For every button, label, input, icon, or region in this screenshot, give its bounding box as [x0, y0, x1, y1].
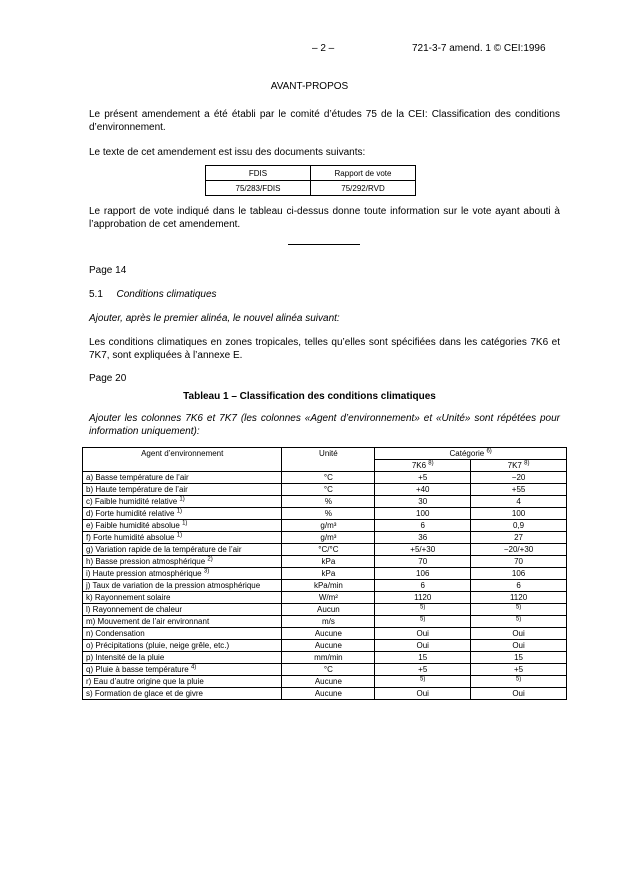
foreword-paragraph-2: Le texte de cet amendement est issu des documents suivants: — [89, 147, 366, 158]
header-7k6-note: 8) — [428, 460, 434, 467]
document-reference: 721-3-7 amend. 1 © CEI:1996 — [412, 43, 546, 54]
doc-table-value-vote: 75/292/RVD — [311, 181, 416, 196]
unit-cell: kPa — [282, 556, 375, 568]
value-7k7-cell: 1120 — [471, 592, 567, 604]
value-7k6-cell: 100 — [375, 508, 471, 520]
agent-cell — [83, 472, 282, 484]
table-row — [83, 616, 567, 628]
agent-cell — [83, 640, 282, 652]
table-row — [83, 652, 567, 664]
agent-label: b) Haute température de l’air — [86, 485, 188, 494]
value-7k6-cell: +5/+30 — [375, 544, 471, 556]
value-7k6-cell: Oui — [375, 640, 471, 652]
clause-heading — [89, 288, 560, 301]
value-7k6-cell: 6 — [375, 580, 471, 592]
agent-label: g) Variation rapide de la température de l’air — [86, 545, 242, 554]
table-row — [83, 580, 567, 592]
unit-cell: Aucune — [282, 688, 375, 700]
value-7k6-cell: +5 — [375, 472, 471, 484]
table-row — [83, 472, 567, 484]
agent-cell — [83, 556, 282, 568]
page-number: – 2 – — [312, 43, 335, 54]
header-category — [375, 448, 567, 460]
value-7k7-cell: Oui — [471, 628, 567, 640]
agent-cell — [83, 484, 282, 496]
agent-label: s) Formation de glace et de givre — [86, 689, 203, 698]
agent-note: 1) — [176, 508, 183, 515]
footnote-ref: 5) — [420, 616, 426, 623]
value-7k6-cell: 106 — [375, 568, 471, 580]
header-unit: Unité — [282, 448, 375, 472]
value-7k6-cell: 6 — [375, 520, 471, 532]
agent-note: 1) — [179, 496, 185, 503]
agent-cell — [83, 532, 282, 544]
agent-note: 1) — [176, 532, 183, 539]
unit-cell: °C — [282, 664, 375, 676]
agent-cell — [83, 496, 282, 508]
agent-label: h) Basse pression atmosphérique — [86, 557, 206, 566]
value-7k6-cell — [375, 616, 471, 628]
value-7k7-cell: 27 — [471, 532, 567, 544]
value-7k6-cell: 30 — [375, 496, 471, 508]
agent-label: j) Taux de variation de la pression atmosphérique — [86, 581, 261, 590]
value-7k7-cell: 0,9 — [471, 520, 567, 532]
agent-label: i) Haute pression atmosphérique — [86, 569, 202, 578]
header-agent: Agent d’environnement — [83, 448, 282, 472]
footnote-ref: 5) — [515, 616, 522, 623]
agent-label: k) Rayonnement solaire — [86, 593, 171, 602]
agent-note: 3) — [203, 568, 210, 575]
unit-cell: kPa/min — [282, 580, 375, 592]
agent-label: o) Précipitations (pluie, neige grêle, etc.) — [86, 641, 230, 650]
header-7k6-label: 7K6 — [411, 461, 427, 470]
value-7k6-cell: +5 — [375, 664, 471, 676]
header-7k6 — [375, 460, 471, 472]
agent-cell — [83, 580, 282, 592]
unit-cell: Aucune — [282, 676, 375, 688]
value-7k7-cell: 100 — [471, 508, 567, 520]
value-7k6-cell: Oui — [375, 688, 471, 700]
agent-label: c) Faible humidité relative — [86, 497, 178, 506]
agent-cell — [83, 568, 282, 580]
value-7k6-cell: 1120 — [375, 592, 471, 604]
unit-cell: W/m² — [282, 592, 375, 604]
value-7k7-cell: −20 — [471, 472, 567, 484]
instruction-2: Ajouter les colonnes 7K6 et 7K7 (les colonnes «Agent d’environnement» et «Unité» sont répétées pour information uniquement): — [89, 413, 560, 437]
unit-cell: % — [282, 508, 375, 520]
document-reference-table — [205, 165, 416, 196]
doc-table-header-fdis: FDIS — [206, 166, 311, 181]
table-row — [83, 592, 567, 604]
doc-table-value-fdis: 75/283/FDIS — [206, 181, 311, 196]
climate-table-body — [83, 472, 567, 700]
agent-label: e) Faible humidité absolue — [86, 521, 180, 530]
foreword-paragraph-1: Le présent amendement a été établi par le comité d’études 75 de la CEI: Classification des conditions d’environnement. — [89, 109, 560, 133]
value-7k7-cell — [471, 676, 567, 688]
unit-cell: Aucune — [282, 640, 375, 652]
value-7k7-cell — [471, 604, 567, 616]
foreword-paragraph-3: Le rapport de vote indiqué dans le tableau ci-dessus donne toute information sur le vote ayant abouti à l’approbation de cet amendement. — [89, 206, 560, 230]
agent-label: a) Basse température de l’air — [86, 473, 189, 482]
table-row — [83, 544, 567, 556]
clause-number: 5.1 — [89, 289, 103, 300]
table-row — [83, 496, 567, 508]
table-row — [83, 484, 567, 496]
agent-label: f) Forte humidité absolue — [86, 533, 175, 542]
value-7k6-cell — [375, 676, 471, 688]
unit-cell: mm/min — [282, 652, 375, 664]
unit-cell: % — [282, 496, 375, 508]
value-7k6-cell: 15 — [375, 652, 471, 664]
unit-cell: g/m³ — [282, 532, 375, 544]
agent-label: d) Forte humidité relative — [86, 509, 175, 518]
agent-cell — [83, 664, 282, 676]
agent-note: 2) — [207, 556, 213, 563]
footnote-ref: 5) — [515, 604, 522, 611]
value-7k6-cell: 36 — [375, 532, 471, 544]
value-7k7-cell: +5 — [471, 664, 567, 676]
table-row — [83, 628, 567, 640]
clause-title: Conditions climatiques — [116, 289, 217, 300]
agent-label: l) Rayonnement de chaleur — [86, 605, 183, 614]
climate-classification-table — [82, 447, 567, 700]
agent-cell — [83, 604, 282, 616]
agent-cell — [83, 544, 282, 556]
table-row — [83, 688, 567, 700]
doc-table-header-vote: Rapport de vote — [311, 166, 416, 181]
table-row — [83, 640, 567, 652]
value-7k7-cell — [471, 616, 567, 628]
agent-cell — [83, 628, 282, 640]
table-row — [83, 568, 567, 580]
agent-label: q) Pluie à basse température — [86, 665, 189, 674]
value-7k6-cell: 70 — [375, 556, 471, 568]
page-label-20: Page 20 — [89, 373, 127, 384]
table-row — [83, 664, 567, 676]
header-7k7 — [471, 460, 567, 472]
agent-cell — [83, 652, 282, 664]
table-row — [83, 604, 567, 616]
footnote-ref: 5) — [420, 676, 426, 683]
agent-label: n) Condensation — [86, 629, 145, 638]
table-row — [83, 520, 567, 532]
footnote-ref: 5) — [420, 604, 426, 611]
value-7k7-cell: Oui — [471, 640, 567, 652]
value-7k7-cell: Oui — [471, 688, 567, 700]
table-row — [83, 556, 567, 568]
value-7k6-cell: +40 — [375, 484, 471, 496]
agent-note: 1) — [182, 520, 188, 527]
agent-cell — [83, 520, 282, 532]
value-7k7-cell: −20/+30 — [471, 544, 567, 556]
agent-cell — [83, 592, 282, 604]
agent-label: r) Eau d’autre origine que la pluie — [86, 677, 204, 686]
agent-note: 4) — [190, 664, 197, 671]
value-7k7-cell: 4 — [471, 496, 567, 508]
unit-cell: Aucun — [282, 604, 375, 616]
value-7k7-cell: +55 — [471, 484, 567, 496]
header-7k7-note: 8) — [524, 460, 530, 467]
agent-cell — [83, 676, 282, 688]
table-row — [83, 676, 567, 688]
value-7k6-cell — [375, 604, 471, 616]
unit-cell: Aucune — [282, 628, 375, 640]
unit-cell: g/m³ — [282, 520, 375, 532]
value-7k7-cell: 6 — [471, 580, 567, 592]
page-label-14: Page 14 — [89, 265, 127, 276]
table-caption: Tableau 1 – Classification des conditions climatiques — [183, 391, 436, 402]
agent-cell — [83, 688, 282, 700]
clause-text: Les conditions climatiques en zones tropicales, telles qu’elles sont spécifiées dans les catégories 7K6 et 7K7, sont expliquées à l’annexe E. — [89, 337, 560, 361]
unit-cell: kPa — [282, 568, 375, 580]
foreword-title: AVANT-PROPOS — [270, 81, 349, 92]
separator-line — [288, 244, 360, 245]
footnote-ref: 5) — [515, 676, 522, 683]
agent-label: m) Mouvement de l’air environnant — [86, 617, 210, 626]
unit-cell: m/s — [282, 616, 375, 628]
value-7k7-cell: 70 — [471, 556, 567, 568]
value-7k6-cell: Oui — [375, 628, 471, 640]
unit-cell: °C — [282, 472, 375, 484]
agent-cell — [83, 508, 282, 520]
table-row — [83, 532, 567, 544]
header-category-label: Catégorie — [449, 449, 485, 458]
value-7k7-cell: 15 — [471, 652, 567, 664]
agent-label: p) Intensité de la pluie — [86, 653, 165, 662]
instruction-1: Ajouter, après le premier alinéa, le nouvel alinéa suivant: — [89, 313, 340, 324]
header-category-note: 6) — [486, 448, 492, 455]
agent-cell — [83, 616, 282, 628]
unit-cell: °C/°C — [282, 544, 375, 556]
header-7k7-label: 7K7 — [507, 461, 522, 470]
table-row — [83, 508, 567, 520]
unit-cell: °C — [282, 484, 375, 496]
value-7k7-cell: 106 — [471, 568, 567, 580]
